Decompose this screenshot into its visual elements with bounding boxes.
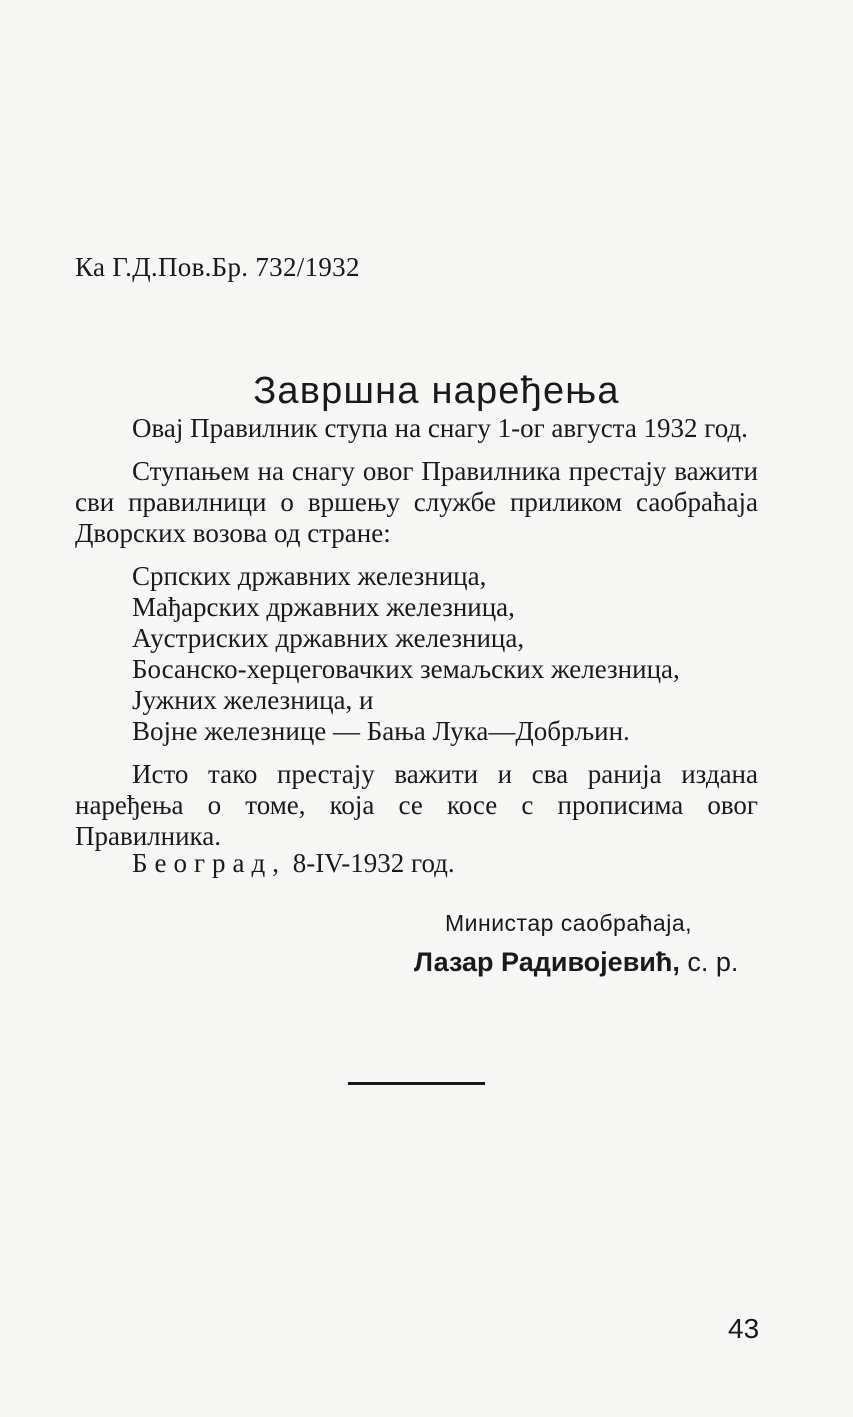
paragraph-effective-date: Овај Правилник ступа на снагу 1-ог августа 1932 год. — [132, 413, 748, 443]
page-number: 43 — [728, 1313, 760, 1344]
page-title: Завршна наређења — [253, 370, 620, 413]
place-and-date — [132, 848, 455, 879]
paragraph-prior-orders: Исто тако престају важити и сва ранија издана наређења о томе, која се косе с прописима овог Правилника. — [75, 759, 758, 851]
minister-title: Министар саобраћаја, — [445, 910, 693, 936]
list-item: Мађарских државних железница, — [132, 592, 515, 622]
place-name: Београд, — [132, 848, 287, 878]
list-item: Босанско-херцеговачких земаљских железница, — [132, 654, 680, 684]
list-item: Јужних железница, и — [132, 685, 374, 715]
paragraph-repeal: Ступањем на снагу овог Правилника престају важити сви правилници о вршењу службе приликом саобраћаја Дворских возова од стране: — [75, 456, 758, 548]
list-item: Српских државних железница, — [132, 561, 487, 591]
signatory-name: Лазар Радивојевић, — [414, 947, 680, 977]
signature — [414, 947, 738, 978]
date-text: 8-IV-1932 год. — [292, 848, 455, 878]
signatory-suffix: с. р. — [687, 947, 739, 977]
body-text — [75, 413, 758, 864]
list-item: Војне железнице — Бања Лука—Добрљин. — [132, 716, 630, 746]
list-item: Аустриских државних железница, — [132, 623, 525, 653]
reference-number: Ка Г.Д.Пов.Бр. 732/1932 — [75, 252, 360, 282]
railways-list — [132, 561, 758, 747]
divider-rule — [348, 1082, 485, 1085]
